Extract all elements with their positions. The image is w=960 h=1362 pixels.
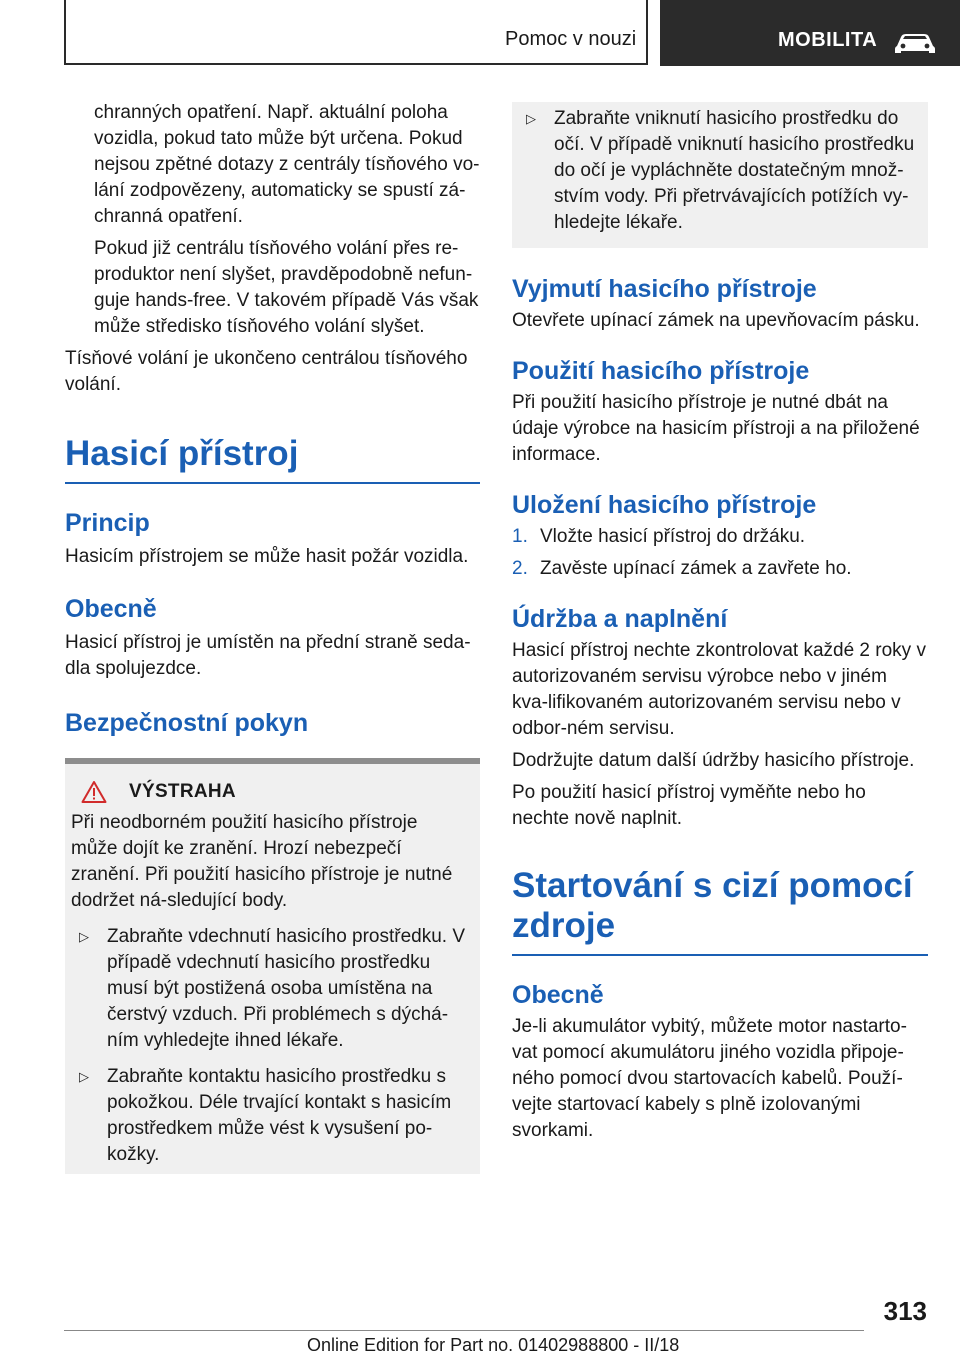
list-item-text: Zabraňte vdechnutí hasicího prostředku. V případě vdechnutí hasicího prostředku musí být postižená osoba umístěna na čerstvý vzduch. Při problémech s dýchá‐ním vyhledejte ihned lékaře. (107, 926, 466, 1051)
section-title-ulozeni: Uložení hasicího přístroje (512, 491, 817, 519)
footer-rule (64, 1330, 864, 1331)
car-icon (892, 30, 938, 61)
paragraph: Otevřete upínací zámek na upevňovacím pásku. (512, 310, 920, 331)
step-number: 1. (512, 526, 528, 547)
chapter-title: Startování s cizí pomocí zdroje (512, 866, 928, 956)
list-item (512, 524, 928, 550)
paragraph: Při použití hasicího přístroje je nutné dbát na údaje výrobce na hasicím přístroji a na přiložené informace. (512, 392, 920, 465)
section-title-pouziti: Použití hasicího přístroje (512, 357, 810, 385)
bullet-triangle-icon: ▷ (79, 1069, 89, 1084)
paragraph: Je-li akumulátor vybitý, můžete motor nastarto‐vat pomocí akumulátoru jiného vozidla připoje‐ného pomocí dvou startovacích kabelů. Použí‐vejte startovací kabely s plně izolovanými svorkami. (512, 1016, 907, 1141)
chapter-title: Hasicí přístroj (65, 434, 480, 484)
paragraph: Hasicí přístroj je umístěn na přední straně seda‐dla spolujezdce. (65, 632, 471, 679)
header-left-rule (64, 0, 66, 65)
warning-text: Při neodborném použití hasicího přístroje může dojít ke zranění. Hrozí nebezpečí zranění. Při použití hasicího přístroje je nutné dodržet ná‐sledující body. (71, 812, 453, 911)
section-title-obecne: Obecně (65, 595, 157, 623)
list-item-text: Zabraňte kontaktu hasicího prostředku s pokožkou. Déle trvající kontakt s hasicím prostředkem může vést k vysušení po‐kožky. (107, 1066, 452, 1165)
paragraph: chranných opatření. Např. aktuální poloha vozidla, pokud tato může být určena. Pokud nejsou zpětné dotazy z centrály tísňového vo‐lání zodpovězeny, automaticky se spustí zá‐chranná opatření. (94, 102, 480, 227)
paragraph: Po použití hasicí přístroj vyměňte nebo ho nechte nově naplnit. (512, 782, 866, 829)
page-number: 313 (883, 1296, 927, 1326)
list-item (518, 106, 916, 236)
section-title-obecne-start: Obecně (512, 981, 604, 1009)
bullet-triangle-icon: ▷ (79, 929, 89, 944)
warning-title: VÝSTRAHA (129, 781, 236, 802)
warning-header (71, 780, 468, 804)
header-divider (646, 0, 648, 65)
section-title-princip: Princip (65, 509, 150, 537)
paragraph: Tísňové volání je ukončeno centrálou tísňového volání. (65, 348, 468, 395)
warning-box (65, 758, 480, 1174)
list-item (71, 1064, 468, 1168)
paragraph: Hasicím přístrojem se může hasit požár vozidla. (65, 546, 469, 567)
header-rule (64, 63, 648, 65)
section-title-udrzba: Údržba a naplnění (512, 605, 728, 633)
list-item-text: Zabraňte vniknutí hasicího prostředku do očí. V případě vniknutí hasicího prostředku do očí je vypláchněte dostatečným množ‐stvím vody. Při přetrvávajících potížích vy‐hledejte lékaře. (554, 108, 915, 233)
warning-triangle-icon (81, 780, 107, 804)
right-column (512, 102, 928, 1144)
footer-edition: Online Edition for Part no. 01402988800 - II/18 (307, 1335, 680, 1355)
left-column (65, 100, 480, 1174)
list-item-text: Vložte hasicí přístroj do držáku. (540, 526, 806, 547)
paragraph: Hasicí přístroj nechte zkontrolovat každé 2 roky v autorizovaném servisu výrobce nebo v jiném kva‐lifikovaném autorizovaném servisu nebo v odbor‐ném servisu. (512, 640, 926, 739)
section-title-vyjmuti: Vyjmutí hasicího přístroje (512, 275, 817, 303)
paragraph: Dodržujte datum další údržby hasicího přístroje. (512, 750, 915, 771)
list-item (71, 924, 468, 1054)
section-title-safety: Bezpečnostní pokyn (65, 709, 309, 737)
bullet-triangle-icon: ▷ (526, 111, 536, 126)
paragraph: Pokud již centrálu tísňového volání přes re‐produktor není slyšet, pravděpodobně nefun‐guje hands-free. V takovém případě Vás však může středisko tísňového volání slyšet. (94, 238, 479, 337)
list-item-text: Zavěste upínací zámek a zavřete ho. (540, 558, 852, 579)
header-tab-label: MOBILITA (778, 29, 878, 51)
step-number: 2. (512, 558, 528, 579)
header-section-title: Pomoc v nouzi (505, 28, 637, 50)
list-item (512, 556, 928, 582)
header-mobility-tab[interactable] (660, 0, 960, 66)
warning-box-continued (512, 102, 928, 248)
